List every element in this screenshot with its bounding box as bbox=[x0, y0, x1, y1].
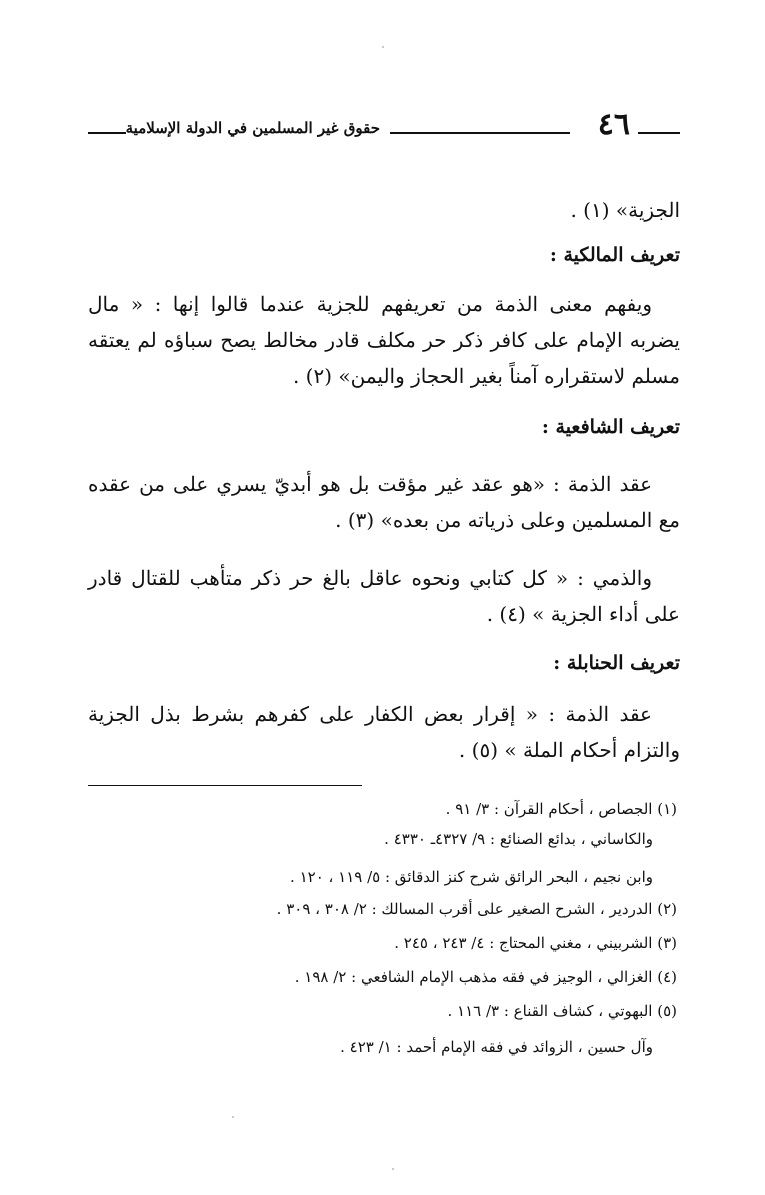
shafii-heading: تعريف الشافعية : bbox=[541, 416, 680, 438]
footnote-separator bbox=[88, 785, 362, 786]
scan-speck bbox=[382, 46, 384, 48]
maliki-heading: تعريف المالكية : bbox=[549, 244, 680, 266]
main-text bbox=[88, 0, 680, 790]
footnote-3: (٣) الشربيني ، مغني المحتاج : ٤/ ٢٤٣ ، ٢٤٥ . bbox=[394, 934, 677, 952]
footnote-4: (٤) الغزالي ، الوجيز في فقه مذهب الإمام الشافعي : ٢/ ١٩٨ . bbox=[294, 968, 677, 986]
footnote-1-cont-b: وابن نجيم ، البحر الرائق شرح كنز الدقائق : ٥/ ١١٩ ، ١٢٠ . bbox=[290, 868, 653, 886]
footnote-5-cont: وآل حسين ، الزوائد في فقه الإمام أحمد : ١/ ٤٢٣ . bbox=[340, 1038, 653, 1056]
scan-speck bbox=[392, 1168, 394, 1170]
footnote-1-cont-a: والكاساني ، بدائع الصنائع : ٩/ ٤٣٢٧ـ ٤٣٣٠ . bbox=[384, 830, 653, 848]
carry-over-line: الجزية» (١) . bbox=[570, 198, 680, 222]
shafii-paragraph-2: والذمي : « كل كتابي ونحوه عاقل بالغ حر ذكر متأهب للقتال قادر على أداء الجزية » (٤) . bbox=[88, 566, 680, 626]
running-title: حقوق غير المسلمين في الدولة الإسلامية bbox=[125, 119, 380, 137]
page-number: ٤٦ bbox=[597, 107, 630, 142]
footnote-2: (٢) الدردير ، الشرح الصغير على أقرب المسالك : ٢/ ٣٠٨ ، ٣٠٩ . bbox=[276, 900, 677, 918]
footnote-5: (٥) البهوتي ، كشاف القناع : ٣/ ١١٦ . bbox=[447, 1002, 677, 1020]
hanbali-heading: تعريف الحنابلة : bbox=[553, 652, 680, 674]
shafii-paragraph-1: عقد الذمة : «هو عقد غير مؤقت بل هو أبديّ يسري على من عقده مع المسلمين وعلى ذرياته من بعده» (٣) . bbox=[88, 472, 680, 532]
hanbali-paragraph: عقد الذمة : « إقرار بعض الكفار على كفرهم بشرط بذل الجزية والتزام أحكام الملة » (٥) . bbox=[88, 702, 680, 762]
maliki-paragraph: ويفهم معنى الذمة من تعريفهم للجزية عندما قالوا إنها : « مال يضربه الإمام على كافر ذكر حر مكلف قادر مخالط يصح سباؤه لم يعتقه مسلم لاستقراره آمناً بغير الحجاز واليمن» (٢) . bbox=[88, 292, 680, 388]
scan-speck bbox=[232, 1116, 234, 1118]
footnote-1: (١) الجصاص ، أحكام القرآن : ٣/ ٩١ . bbox=[445, 800, 677, 818]
